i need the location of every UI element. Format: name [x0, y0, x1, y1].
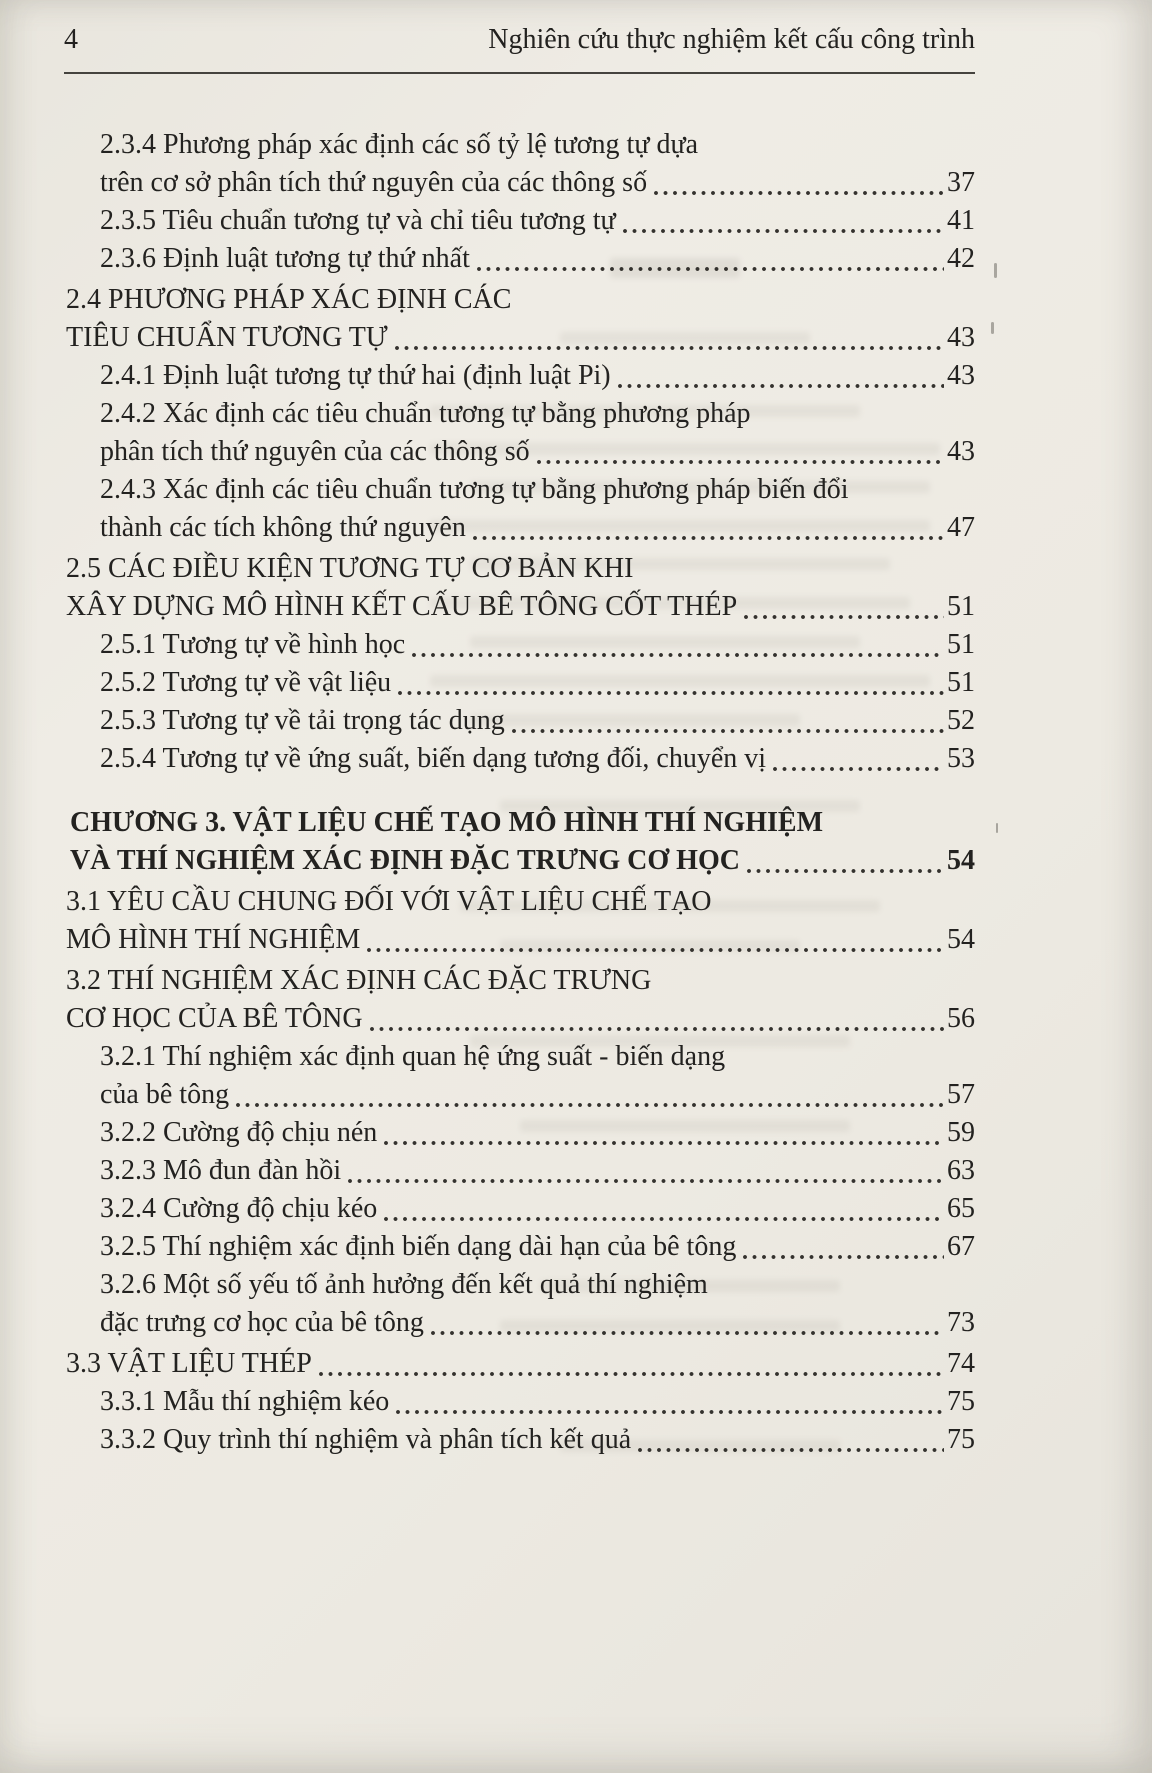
toc-entry [64, 1345, 975, 1383]
toc-entry-line [100, 433, 975, 471]
toc-entry-text: 2.4.1 Định luật tương tự thứ hai (định luật Pi) [100, 360, 611, 391]
dot-leader [384, 1216, 944, 1222]
toc-entry-line [100, 240, 975, 278]
toc-entry-line [66, 921, 975, 959]
toc-entry [64, 1266, 975, 1342]
toc-entry [64, 1190, 975, 1228]
toc-entry-text: CHƯƠNG 3. VẬT LIỆU CHẾ TẠO MÔ HÌNH THÍ NGHIỆM [70, 807, 823, 838]
toc-entry-text: XÂY DỰNG MÔ HÌNH KẾT CẤU BÊ TÔNG CỐT THÉP [66, 591, 738, 622]
toc-entry-text: VÀ THÍ NGHIỆM XÁC ĐỊNH ĐẶC TRƯNG CƠ HỌC [70, 845, 740, 876]
dot-leader [370, 1026, 944, 1032]
toc-entry [64, 1152, 975, 1190]
toc-entry [64, 883, 975, 959]
toc-entry-text: 2.3.5 Tiêu chuẩn tương tự và chỉ tiêu tương tự [100, 205, 616, 236]
toc-entry-text: 2.5.3 Tương tự về tải trọng tác dụng [100, 705, 505, 736]
dot-leader [367, 947, 944, 953]
toc-entry [64, 740, 975, 778]
toc-entry-line [100, 740, 975, 778]
toc-page-ref: 59 [947, 1117, 975, 1148]
scan-speck [994, 263, 997, 278]
toc-entry-line [100, 1304, 975, 1342]
toc-entry-line [66, 550, 975, 588]
toc-entry-line [100, 471, 975, 509]
page-number: 4 [64, 24, 78, 55]
toc-entry [64, 1383, 975, 1421]
toc-entry-line [100, 626, 975, 664]
toc-page-ref: 51 [947, 667, 975, 698]
toc-entry-text: 3.2 THÍ NGHIỆM XÁC ĐỊNH CÁC ĐẶC TRƯNG [66, 965, 652, 996]
toc-entry-text: 3.1 YÊU CẦU CHUNG ĐỐI VỚI VẬT LIỆU CHẾ TẠO [66, 886, 712, 917]
dot-leader [431, 1330, 944, 1336]
toc-entry-line [66, 1000, 975, 1038]
dot-leader [654, 190, 944, 196]
toc-page-ref: 57 [947, 1079, 975, 1110]
toc-entry-line [100, 1114, 975, 1152]
toc-entry-line [100, 702, 975, 740]
toc-page-ref: 37 [947, 167, 975, 198]
dot-leader [348, 1178, 944, 1184]
toc-entry-text: 3.2.1 Thí nghiệm xác định quan hệ ứng suất - biến dạng [100, 1041, 726, 1072]
toc-entry-text: thành các tích không thứ nguyên [100, 512, 466, 543]
page-content [64, 0, 975, 1459]
dot-leader [396, 1409, 944, 1415]
toc-entry-line [100, 1038, 975, 1076]
toc-entry-line [100, 1266, 975, 1304]
toc-page-ref: 47 [947, 512, 975, 543]
dot-leader [743, 1254, 944, 1260]
toc-entry-line [100, 1190, 975, 1228]
toc-entry-line [66, 319, 975, 357]
toc-entry [64, 1038, 975, 1114]
toc-entry-text: 3.2.3 Mô đun đàn hồi [100, 1155, 342, 1186]
toc-page-ref: 42 [947, 243, 975, 274]
toc-entry-text: 2.4.3 Xác định các tiêu chuẩn tương tự bằng phương pháp biến đổi [100, 474, 849, 505]
toc-page-ref: 41 [947, 205, 975, 236]
toc-entry [64, 550, 975, 626]
running-header [64, 0, 975, 56]
toc-page-ref: 73 [947, 1307, 975, 1338]
dot-leader [473, 535, 944, 541]
scan-speck [996, 823, 998, 833]
toc-entry-line [100, 509, 975, 547]
toc-entry-line [100, 1076, 975, 1114]
dot-leader [412, 652, 944, 658]
toc-page-ref: 56 [947, 1003, 975, 1034]
toc-entry [64, 804, 975, 880]
toc-page-ref: 43 [947, 436, 975, 467]
dot-leader [384, 1140, 944, 1146]
toc-page-ref: 65 [947, 1193, 975, 1224]
toc-entry [64, 664, 975, 702]
toc-entry-text: 2.5.1 Tương tự về hình học [100, 629, 406, 660]
toc-entry-text: trên cơ sở phân tích thứ nguyên của các thông số [100, 167, 648, 198]
dot-leader [319, 1371, 944, 1377]
toc-entry-line [100, 664, 975, 702]
toc-entry [64, 357, 975, 395]
toc-entry-text: của bê tông [100, 1079, 230, 1110]
toc-entry-text: 3.2.6 Một số yếu tố ảnh hưởng đến kết quả thí nghiệm [100, 1269, 708, 1300]
toc-entry-text: phân tích thứ nguyên của các thông số [100, 436, 530, 467]
toc-entry-line [100, 202, 975, 240]
toc-page-ref: 54 [947, 924, 975, 955]
toc-entry-text: 2.5 CÁC ĐIỀU KIỆN TƯƠNG TỰ CƠ BẢN KHI [66, 553, 634, 584]
toc-entry-text: 2.4 PHƯƠNG PHÁP XÁC ĐỊNH CÁC [66, 284, 512, 315]
dot-leader [537, 459, 944, 465]
dot-leader [638, 1447, 944, 1453]
dot-leader [623, 228, 944, 234]
toc-entry-line [70, 804, 975, 842]
toc-entry [64, 626, 975, 664]
toc-entry [64, 126, 975, 202]
toc-entry-line [100, 357, 975, 395]
dot-leader [477, 266, 944, 272]
dot-leader [395, 345, 944, 351]
toc-page-ref: 51 [947, 629, 975, 660]
table-of-contents [64, 74, 975, 1459]
toc-entry-text: 3.2.2 Cường độ chịu nén [100, 1117, 378, 1148]
toc-entry-text: CƠ HỌC CỦA BÊ TÔNG [66, 1003, 363, 1034]
toc-entry-line [70, 842, 975, 880]
toc-entry [64, 395, 975, 471]
dot-leader [236, 1102, 944, 1108]
toc-entry-line [66, 281, 975, 319]
dot-leader [773, 766, 944, 772]
toc-page-ref: 54 [947, 845, 975, 876]
running-title: Nghiên cứu thực nghiệm kết cấu công trình [488, 24, 975, 55]
toc-entry [64, 1421, 975, 1459]
toc-page-ref: 53 [947, 743, 975, 774]
toc-entry [64, 202, 975, 240]
toc-entry-line [100, 1421, 975, 1459]
toc-page-ref: 75 [947, 1424, 975, 1455]
toc-page-ref: 63 [947, 1155, 975, 1186]
toc-entry-line [100, 126, 975, 164]
toc-entry-text: 3.3 VẬT LIỆU THÉP [66, 1348, 312, 1379]
toc-page-ref: 43 [947, 322, 975, 353]
dot-leader [398, 690, 944, 696]
toc-entry-text: MÔ HÌNH THÍ NGHIỆM [66, 924, 361, 955]
toc-entry-text: 3.2.5 Thí nghiệm xác định biến dạng dài hạn của bê tông [100, 1231, 737, 1262]
toc-entry-text: 2.3.6 Định luật tương tự thứ nhất [100, 243, 470, 274]
toc-entry-text: TIÊU CHUẨN TƯƠNG TỰ [66, 322, 388, 353]
toc-entry-line [66, 588, 975, 626]
toc-entry-line [66, 1345, 975, 1383]
toc-entry [64, 1114, 975, 1152]
toc-entry [64, 281, 975, 357]
dot-leader [747, 868, 944, 874]
toc-entry-text: 2.3.4 Phương pháp xác định các số tỷ lệ tương tự dựa [100, 129, 699, 160]
toc-entry-text: đặc trưng cơ học của bê tông [100, 1307, 424, 1338]
toc-entry-text: 2.5.2 Tương tự về vật liệu [100, 667, 392, 698]
toc-page-ref: 52 [947, 705, 975, 736]
toc-entry-text: 3.2.4 Cường độ chịu kéo [100, 1193, 378, 1224]
toc-entry-text: 3.3.1 Mẫu thí nghiệm kéo [100, 1386, 390, 1417]
dot-leader [512, 728, 944, 734]
toc-entry-text: 2.4.2 Xác định các tiêu chuẩn tương tự bằng phương pháp [100, 398, 751, 429]
toc-entry [64, 962, 975, 1038]
toc-entry [64, 240, 975, 278]
toc-entry-text: 2.5.4 Tương tự về ứng suất, biến dạng tương đối, chuyển vị [100, 743, 767, 774]
toc-entry [64, 702, 975, 740]
toc-page-ref: 75 [947, 1386, 975, 1417]
toc-entry-line [100, 164, 975, 202]
toc-page-ref: 51 [947, 591, 975, 622]
toc-entry-line [100, 395, 975, 433]
toc-entry-text: 3.3.2 Quy trình thí nghiệm và phân tích kết quả [100, 1424, 632, 1455]
toc-entry-line [100, 1383, 975, 1421]
toc-entry [64, 471, 975, 547]
toc-entry-line [100, 1152, 975, 1190]
toc-entry [64, 1228, 975, 1266]
dot-leader [744, 614, 944, 620]
scan-speck [991, 322, 994, 334]
toc-entry-line [66, 883, 975, 921]
toc-entry-line [100, 1228, 975, 1266]
dot-leader [618, 383, 944, 389]
toc-entry-line [66, 962, 975, 1000]
toc-page-ref: 67 [947, 1231, 975, 1262]
toc-page-ref: 43 [947, 360, 975, 391]
toc-page-ref: 74 [947, 1348, 975, 1379]
